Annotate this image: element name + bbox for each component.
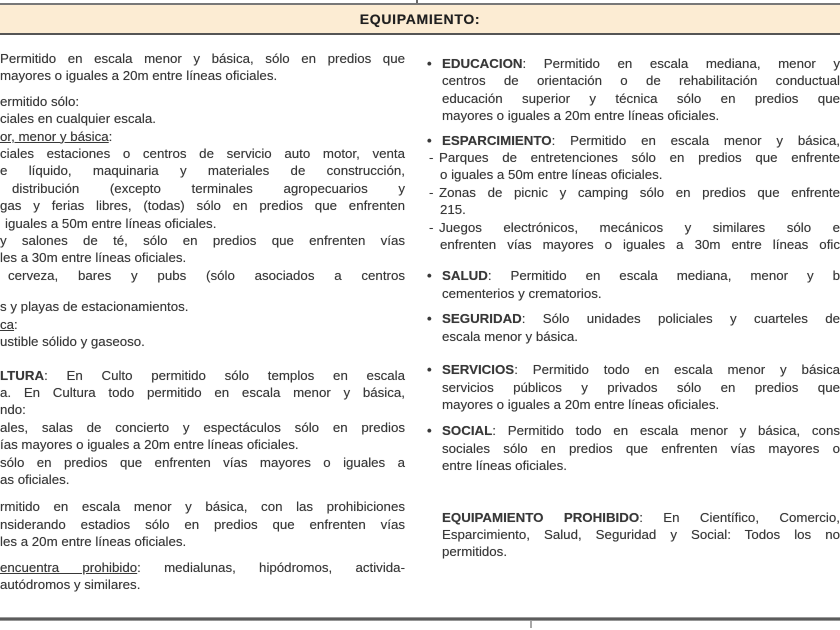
text-line (0, 498, 405, 515)
text-segment: : Permitido en escala mediana, menor y (522, 56, 840, 71)
text-segment: educación superior y técnica sólo en predios que (442, 90, 840, 106)
text-line (425, 132, 840, 149)
text-line (0, 67, 405, 84)
text-segment: ustible sólido y gaseoso. (0, 334, 145, 350)
text-segment: Permitido en escala menor y básica, sólo en predios que (0, 51, 405, 66)
text-line (425, 90, 840, 107)
text-line (425, 396, 840, 413)
text-segment: SERVICIOS (442, 362, 515, 378)
text-segment: ciales en cualquier escala. (0, 111, 156, 127)
text-line (425, 72, 840, 89)
text-line (425, 543, 840, 560)
bullet-marker: • (427, 423, 432, 439)
text-line (0, 215, 405, 232)
text-segment: or, menor y básica (0, 128, 109, 144)
text-segment: EQUIPAMIENTO PROHIBIDO (442, 509, 640, 525)
text-segment: : Permitido en escala menor y básica, (551, 132, 840, 148)
text-line (425, 107, 840, 124)
text-line (425, 285, 840, 302)
text-line (0, 267, 405, 284)
text-segment: SEGURIDAD (442, 311, 522, 327)
text-segment: as oficiales. (0, 471, 70, 487)
text-segment: ermitido sólo: (0, 93, 80, 109)
text-segment: a. En Cultura todo permitido en escala menor y básica, (0, 384, 405, 400)
text-segment: LTURA (0, 367, 45, 383)
text-line (425, 379, 840, 396)
bullet-marker: • (427, 362, 432, 378)
text-segment: SOCIAL (442, 423, 493, 439)
text-segment: : (14, 316, 18, 332)
text-segment: nsiderando estadios sólo en predios que enfrenten vías (0, 516, 405, 532)
bottom-gridline-tick (530, 621, 532, 628)
bullet-marker: • (427, 311, 432, 327)
text-line (425, 166, 840, 183)
text-segment: sociales sólo en predios que enfrenten vías mayores o (442, 440, 840, 456)
bullet-marker: • (427, 268, 432, 284)
text-segment: EDUCACION (442, 56, 523, 71)
text-segment: Esparcimiento, Salud, Seguridad y Social: Todos los no (442, 526, 840, 542)
text-segment: 215. (440, 202, 466, 218)
text-segment: : En Culto permitido sólo templos en escala (44, 367, 405, 383)
dash-marker: - (429, 184, 434, 200)
text-line (0, 298, 405, 315)
text-line (0, 197, 405, 214)
text-line (0, 367, 405, 384)
left-column (0, 50, 405, 593)
text-segment: o iguales a 50m entre líneas oficiales. (440, 167, 663, 183)
text-line (425, 219, 840, 236)
text-line (0, 436, 405, 453)
text-segment: y salones de té, sólo en predios que enfrenten vías (0, 233, 405, 249)
text-segment: ales, salas de concierto y espectáculos sólo en predios (0, 419, 405, 435)
text-segment: gas y ferias libres, (todas) sólo en predios que enfrenten (0, 198, 405, 214)
text-line (0, 93, 405, 110)
text-segment: enfrenten vías mayores o iguales a 30m entre líneas ofic (440, 237, 840, 253)
text-segment: Parques de entretenciones sólo en predios que enfrente (439, 150, 840, 166)
text-line (0, 454, 405, 471)
text-segment: : En Científico, Comercio, (639, 509, 840, 525)
text-line (425, 149, 840, 166)
text-line (0, 576, 405, 593)
bullet-marker: • (427, 132, 432, 148)
text-segment: sólo en predios que enfrenten vías mayores o iguales a (0, 454, 405, 470)
text-line (0, 128, 405, 145)
dash-marker: - (429, 150, 434, 166)
text-segment: ías mayores o iguales a 20m entre líneas oficiales. (0, 437, 299, 453)
text-segment: e líquido, maquinaria y materiales de construcción, (0, 163, 405, 179)
text-segment: distribución (excepto terminales agropecuarios y (12, 180, 405, 196)
text-segment: iguales a 50m entre líneas oficiales. (5, 215, 217, 231)
text-segment: centros de orientación o de rehabilitación conductual (442, 73, 840, 89)
text-line (425, 440, 840, 457)
document-body (0, 36, 840, 616)
text-segment: entre líneas oficiales. (442, 458, 567, 474)
text-line (0, 533, 405, 550)
text-line (425, 310, 840, 327)
text-line (425, 361, 840, 378)
text-line (0, 333, 405, 350)
text-line (0, 162, 405, 179)
text-line (425, 422, 840, 439)
text-segment: les a 20m entre líneas oficiales. (0, 534, 187, 550)
text-line (425, 184, 840, 201)
text-segment: servicios públicos y privados sólo en predios que (442, 379, 840, 395)
text-segment: ESPARCIMIENTO (442, 132, 552, 148)
text-segment: mayores o iguales a 20m entre líneas oficiales. (0, 68, 278, 84)
text-line (0, 419, 405, 436)
text-line (0, 110, 405, 127)
text-segment: escala menor y básica. (442, 328, 578, 344)
text-line (425, 509, 840, 526)
bottom-border-rule (0, 617, 840, 621)
text-line (0, 145, 405, 162)
text-segment: autódromos y similares. (0, 576, 141, 592)
text-segment: permitidos. (442, 544, 508, 560)
text-segment: : medialunas, hipódromos, activida- (137, 559, 405, 575)
text-line (0, 401, 405, 418)
text-line (425, 526, 840, 543)
text-line (0, 50, 405, 67)
text-line (425, 55, 840, 72)
text-line (0, 384, 405, 401)
text-line (0, 316, 405, 333)
text-line (0, 232, 405, 249)
text-segment: Juegos electrónicos, mecánicos y similares sólo e (439, 219, 840, 235)
bullet-marker: • (427, 56, 432, 71)
text-segment: Zonas de picnic y camping sólo en predios que enfrente (439, 184, 840, 200)
text-segment: : (108, 128, 113, 144)
text-line (425, 267, 840, 284)
text-segment: : Permitido todo en escala menor y básica, cons (492, 423, 840, 439)
text-segment: ndo: (0, 402, 26, 418)
text-segment: ca (0, 316, 15, 332)
text-segment: : Permitido todo en escala menor y básica (514, 362, 840, 378)
text-segment: encuentra prohibido (0, 559, 138, 575)
text-line (425, 201, 840, 218)
section-title: EQUIPAMIENTO: (359, 11, 481, 27)
text-segment: mayores o iguales a 20m entre líneas oficiales. (442, 108, 720, 124)
dash-marker: - (429, 219, 434, 235)
text-segment: SALUD (442, 268, 488, 284)
text-line (0, 471, 405, 488)
text-line (0, 559, 405, 576)
text-segment: cerveza, bares y pubs (sólo asociados a centros (8, 267, 405, 283)
text-segment: ciales estaciones o centros de servicio auto motor, venta (0, 146, 405, 162)
section-header-band (0, 3, 840, 35)
text-segment: s y playas de estacionamientos. (0, 299, 189, 315)
text-segment: mayores o iguales a 20m entre líneas oficiales. (442, 396, 720, 412)
text-line (425, 236, 840, 253)
text-segment: les a 30m entre líneas oficiales. (0, 250, 187, 266)
text-segment: : Sólo unidades policiales y cuarteles de (521, 311, 840, 327)
text-segment: cementerios y crematorios. (442, 285, 602, 301)
text-line (425, 328, 840, 345)
text-segment: rmitido en escala menor y básica, con las prohibiciones (0, 499, 405, 515)
text-line (425, 457, 840, 474)
text-line (0, 516, 405, 533)
right-column (425, 50, 840, 561)
text-line (0, 249, 405, 266)
text-segment: : Permitido en escala mediana, menor y b (487, 268, 840, 284)
text-line (0, 180, 405, 197)
